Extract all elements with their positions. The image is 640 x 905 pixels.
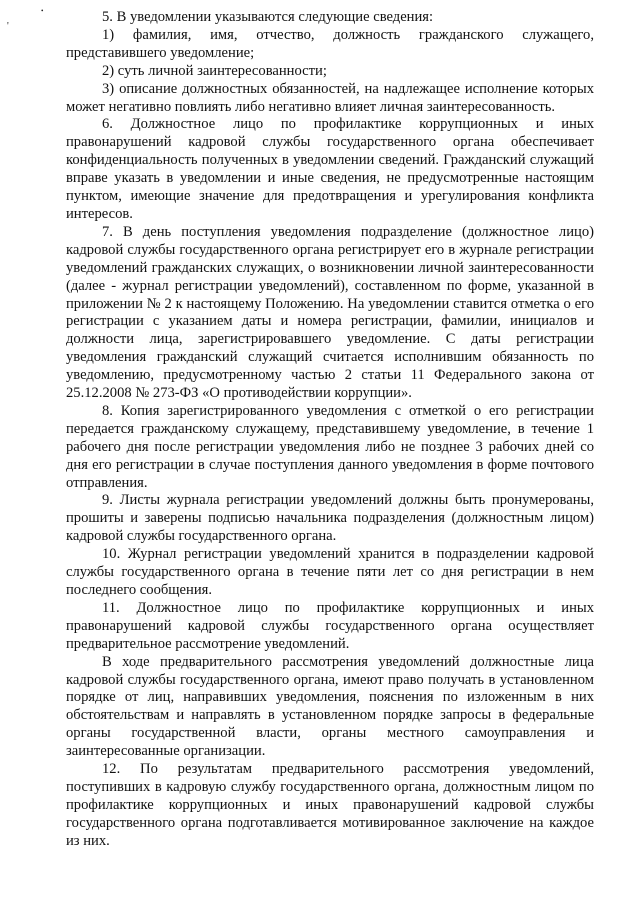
paragraph-subitem-3: 3) описание должностных обязанностей, на надлежащее исполнение которых может негативно повлиять либо негативно влияет личная заинтересованность. (66, 80, 594, 115)
paragraph-item-11: 11. Должностное лицо по профилактике коррупционных и иных правонарушений кадровой службы государственного органа осуществляет предварительное рассмотрение уведомлений. (66, 599, 594, 652)
paragraph-item-7: 7. В день поступления уведомления подразделение (должностное лицо) кадровой службы государственного органа регистрирует его в журнале регистрации уведомлений гражданских служащих, о возникновении личной заинтересованности (далее - журнал регистрации уведомлений), составленном по форме, указанной в приложении № 2 к настоящему Положению. На уведомлении ставится отметка о его регистрации с указанием даты и номера регистрации, фамилии, инициалов и должности лица, зарегистрировавшего уведомление. С даты регистрации уведомления гражданский служащий считается исполнившим обязанность по уведомлению, предусмотренному частью 2 статьи 11 Федерального закона от 25.12.2008 № 273-ФЗ «О противодействии коррупции». (66, 223, 594, 402)
paragraph-subitem-2: 2) суть личной заинтересованности; (102, 62, 327, 79)
paragraph-item-8: 8. Копия зарегистрированного уведомления с отметкой о его регистрации передается гражданскому служащему, представившему уведомление, в течение 1 рабочего дня после регистрации уведомления либо не позднее 3 рабочих дней со дня его регистрации в случае поступления данного уведомления в форме почтового отправления. (66, 402, 594, 491)
paragraph-item-9: 9. Листы журнала регистрации уведомлений должны быть пронумерованы, прошиты и заверены подписью начальника подразделения (должностным лицом) кадровой службы государственного органа. (66, 492, 594, 545)
scan-mark: • (41, 7, 44, 15)
paragraph-item-12: 12. По результатам предварительного рассмотрения уведомлений, поступивших в кадровую службу государственного органа, должностным лицом по профилактике коррупционных и иных правонарушений кадровой службы государственного органа подготавливается мотивированное заключение на каждое из них. (66, 761, 594, 849)
paragraph-item-6: 6. Должностное лицо по профилактике коррупционных и иных правонарушений кадровой службы государственного органа обеспечивает конфиденциальность полученных в уведомлении сведений. Гражданский служащий вправе указать в уведомлении и иные сведения, не предусмотренные настоящим пунктом, имеющие значение для предотвращения и урегулирования конфликта интересов. (66, 116, 594, 222)
paragraph-item-5: 5. В уведомлении указываются следующие сведения: (102, 9, 434, 25)
paragraph-item-10: 10. Журнал регистрации уведомлений хранится в подразделении кадровой службы государственного органа в течение пяти лет со дня регистрации в нем последнего сообщения. (66, 546, 594, 598)
paragraph-preliminary-review: В ходе предварительного рассмотрения уведомлений должностные лица кадровой службы государственного органа, имеют право получать в установленном порядке от лиц, направивших уведомления, пояснения по изложенным в них обстоятельствам и направлять в установленном порядке запросы в федеральные органы государственной власти, органы местного самоуправления и заинтересованные организации. (66, 653, 594, 760)
document-text (66, 9, 594, 851)
scan-mark: ' (7, 21, 9, 32)
paragraph-subitem-1: 1) фамилия, имя, отчество, должность гражданского служащего, представившего уведомление; (66, 26, 594, 61)
